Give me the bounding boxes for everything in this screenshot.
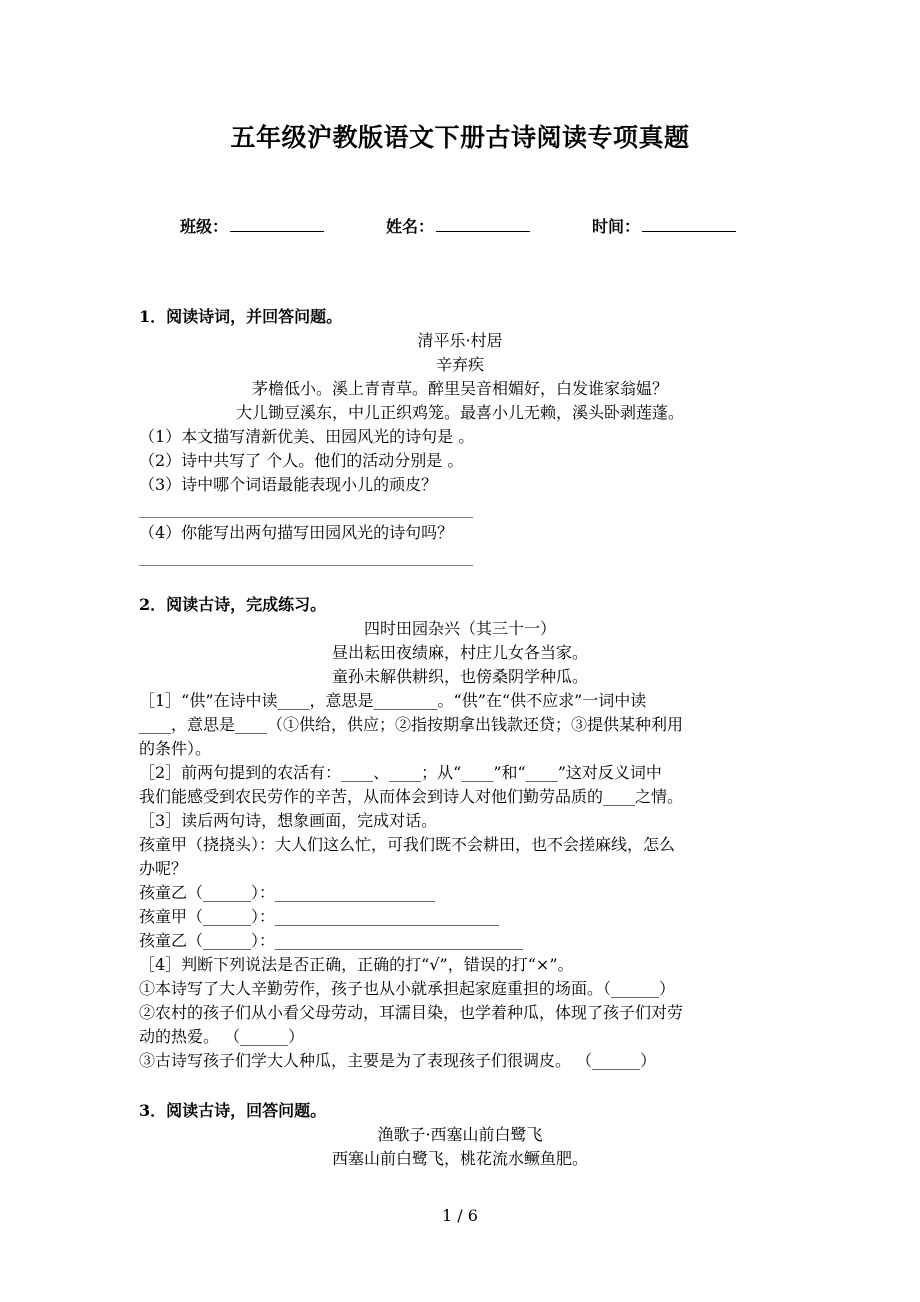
q1-sub-2: （2）诗中共写了 个人。他们的活动分别是 。: [139, 451, 464, 470]
q2-dialogue-3[interactable]: 孩童乙（______）：_______________________________: [139, 931, 524, 950]
q2-heading: 2．阅读古诗，完成练习。: [139, 595, 327, 614]
q2-part4-line-1: ［4］判断下列说法是否正确，正确的打“√”，错误的打“×”。: [139, 955, 574, 974]
q2-part3-line-2: 孩童甲（挠挠头）：大人们这么忙，可我们既不会耕田，也不会搓麻线，怎么: [139, 835, 676, 854]
q2-part4-line-4: 动的热爱。 （______）: [139, 1027, 305, 1046]
q1-sub-1: （1）本文描写清新优美、田园风光的诗句是 。: [139, 427, 475, 446]
class-label: 班级：: [180, 217, 229, 236]
q2-poem-line-2: 童孙未解供耕织，也傍桑阴学种瓜。: [331, 667, 588, 686]
page-title: 五年级沪教版语文下册古诗阅读专项真题: [230, 123, 690, 152]
name-field: [386, 214, 530, 237]
time-label: 时间：: [592, 217, 641, 236]
q2-part1-line-1: ［1］“供”在诗中读____，意思是________。“供”在“供不应求”一词中读: [139, 691, 647, 710]
q3-poem-title: 渔歌子·西塞山前白鹭飞: [377, 1125, 543, 1144]
q2-part3-line-1: ［3］读后两句诗，想象画面，完成对话。: [139, 811, 438, 830]
q2-dialogue-2[interactable]: 孩童甲（______）：____________________________: [139, 907, 500, 926]
name-label: 姓名：: [386, 217, 435, 236]
q2-part2-line-2: 我们能感受到农民劳作的辛苦，从而体会到诗人对他们勤劳品质的____之情。: [139, 787, 684, 806]
page-number: 1 / 6: [442, 1206, 478, 1225]
q2-part1-line-2: ____，意思是____（①供给，供应；②指按期拿出钱款还贷；③提供某种利用: [139, 715, 684, 734]
q1-answer-line-1[interactable]: [139, 517, 473, 518]
q1-answer-line-2[interactable]: [139, 565, 473, 566]
q1-sub-3: （3）诗中哪个词语最能表现小儿的顽皮？: [139, 475, 438, 494]
q1-heading: 1．阅读诗词，并回答问题。: [139, 307, 343, 326]
q3-poem-line-1: 西塞山前白鹭飞，桃花流水鳜鱼肥。: [331, 1149, 588, 1168]
q2-poem-line-1: 昼出耘田夜绩麻，村庄儿女各当家。: [331, 643, 588, 662]
name-blank[interactable]: [436, 217, 530, 232]
class-blank[interactable]: [230, 217, 324, 232]
q1-poem-title: 清平乐·村居: [417, 331, 503, 350]
q2-dialogue-1[interactable]: 孩童乙（______）：____________________: [139, 883, 436, 902]
q2-part2-line-1: ［2］前两句提到的农活有：____、____；从“____”和“____”这对反义词中: [139, 763, 662, 782]
q1-sub-4: （4）你能写出两句描写田园风光的诗句吗？: [139, 523, 454, 542]
q2-part3-line-3: 办呢？: [139, 859, 188, 878]
q1-poem-line-1: 茅檐低小。溪上青青草。醉里吴音相媚好，白发谁家翁媪？: [251, 379, 668, 398]
q2-part4-line-3: ②农村的孩子们从小看父母劳动，耳濡目染，也学着种瓜，体现了孩子们对劳: [139, 1003, 684, 1022]
q1-poem-line-2: 大儿锄豆溪东，中儿正织鸡笼。最喜小儿无赖，溪头卧剥莲蓬。: [235, 403, 684, 422]
q2-part4-line-2: ①本诗写了大人辛勤劳作，孩子也从小就承担起家庭重担的场面。（______）: [139, 979, 676, 998]
q2-part4-line-5: ③古诗写孩子们学大人种瓜，主要是为了表现孩子们很调皮。 （______）: [139, 1051, 657, 1070]
time-blank[interactable]: [642, 217, 736, 232]
q3-heading: 3．阅读古诗，回答问题。: [139, 1101, 327, 1120]
class-field: [180, 214, 324, 237]
time-field: [592, 214, 736, 237]
q2-poem-title: 四时田园杂兴（其三十一）: [363, 619, 556, 638]
q1-author: 辛弃疾: [435, 355, 484, 374]
q2-part1-line-3: 的条件）。: [139, 739, 212, 758]
